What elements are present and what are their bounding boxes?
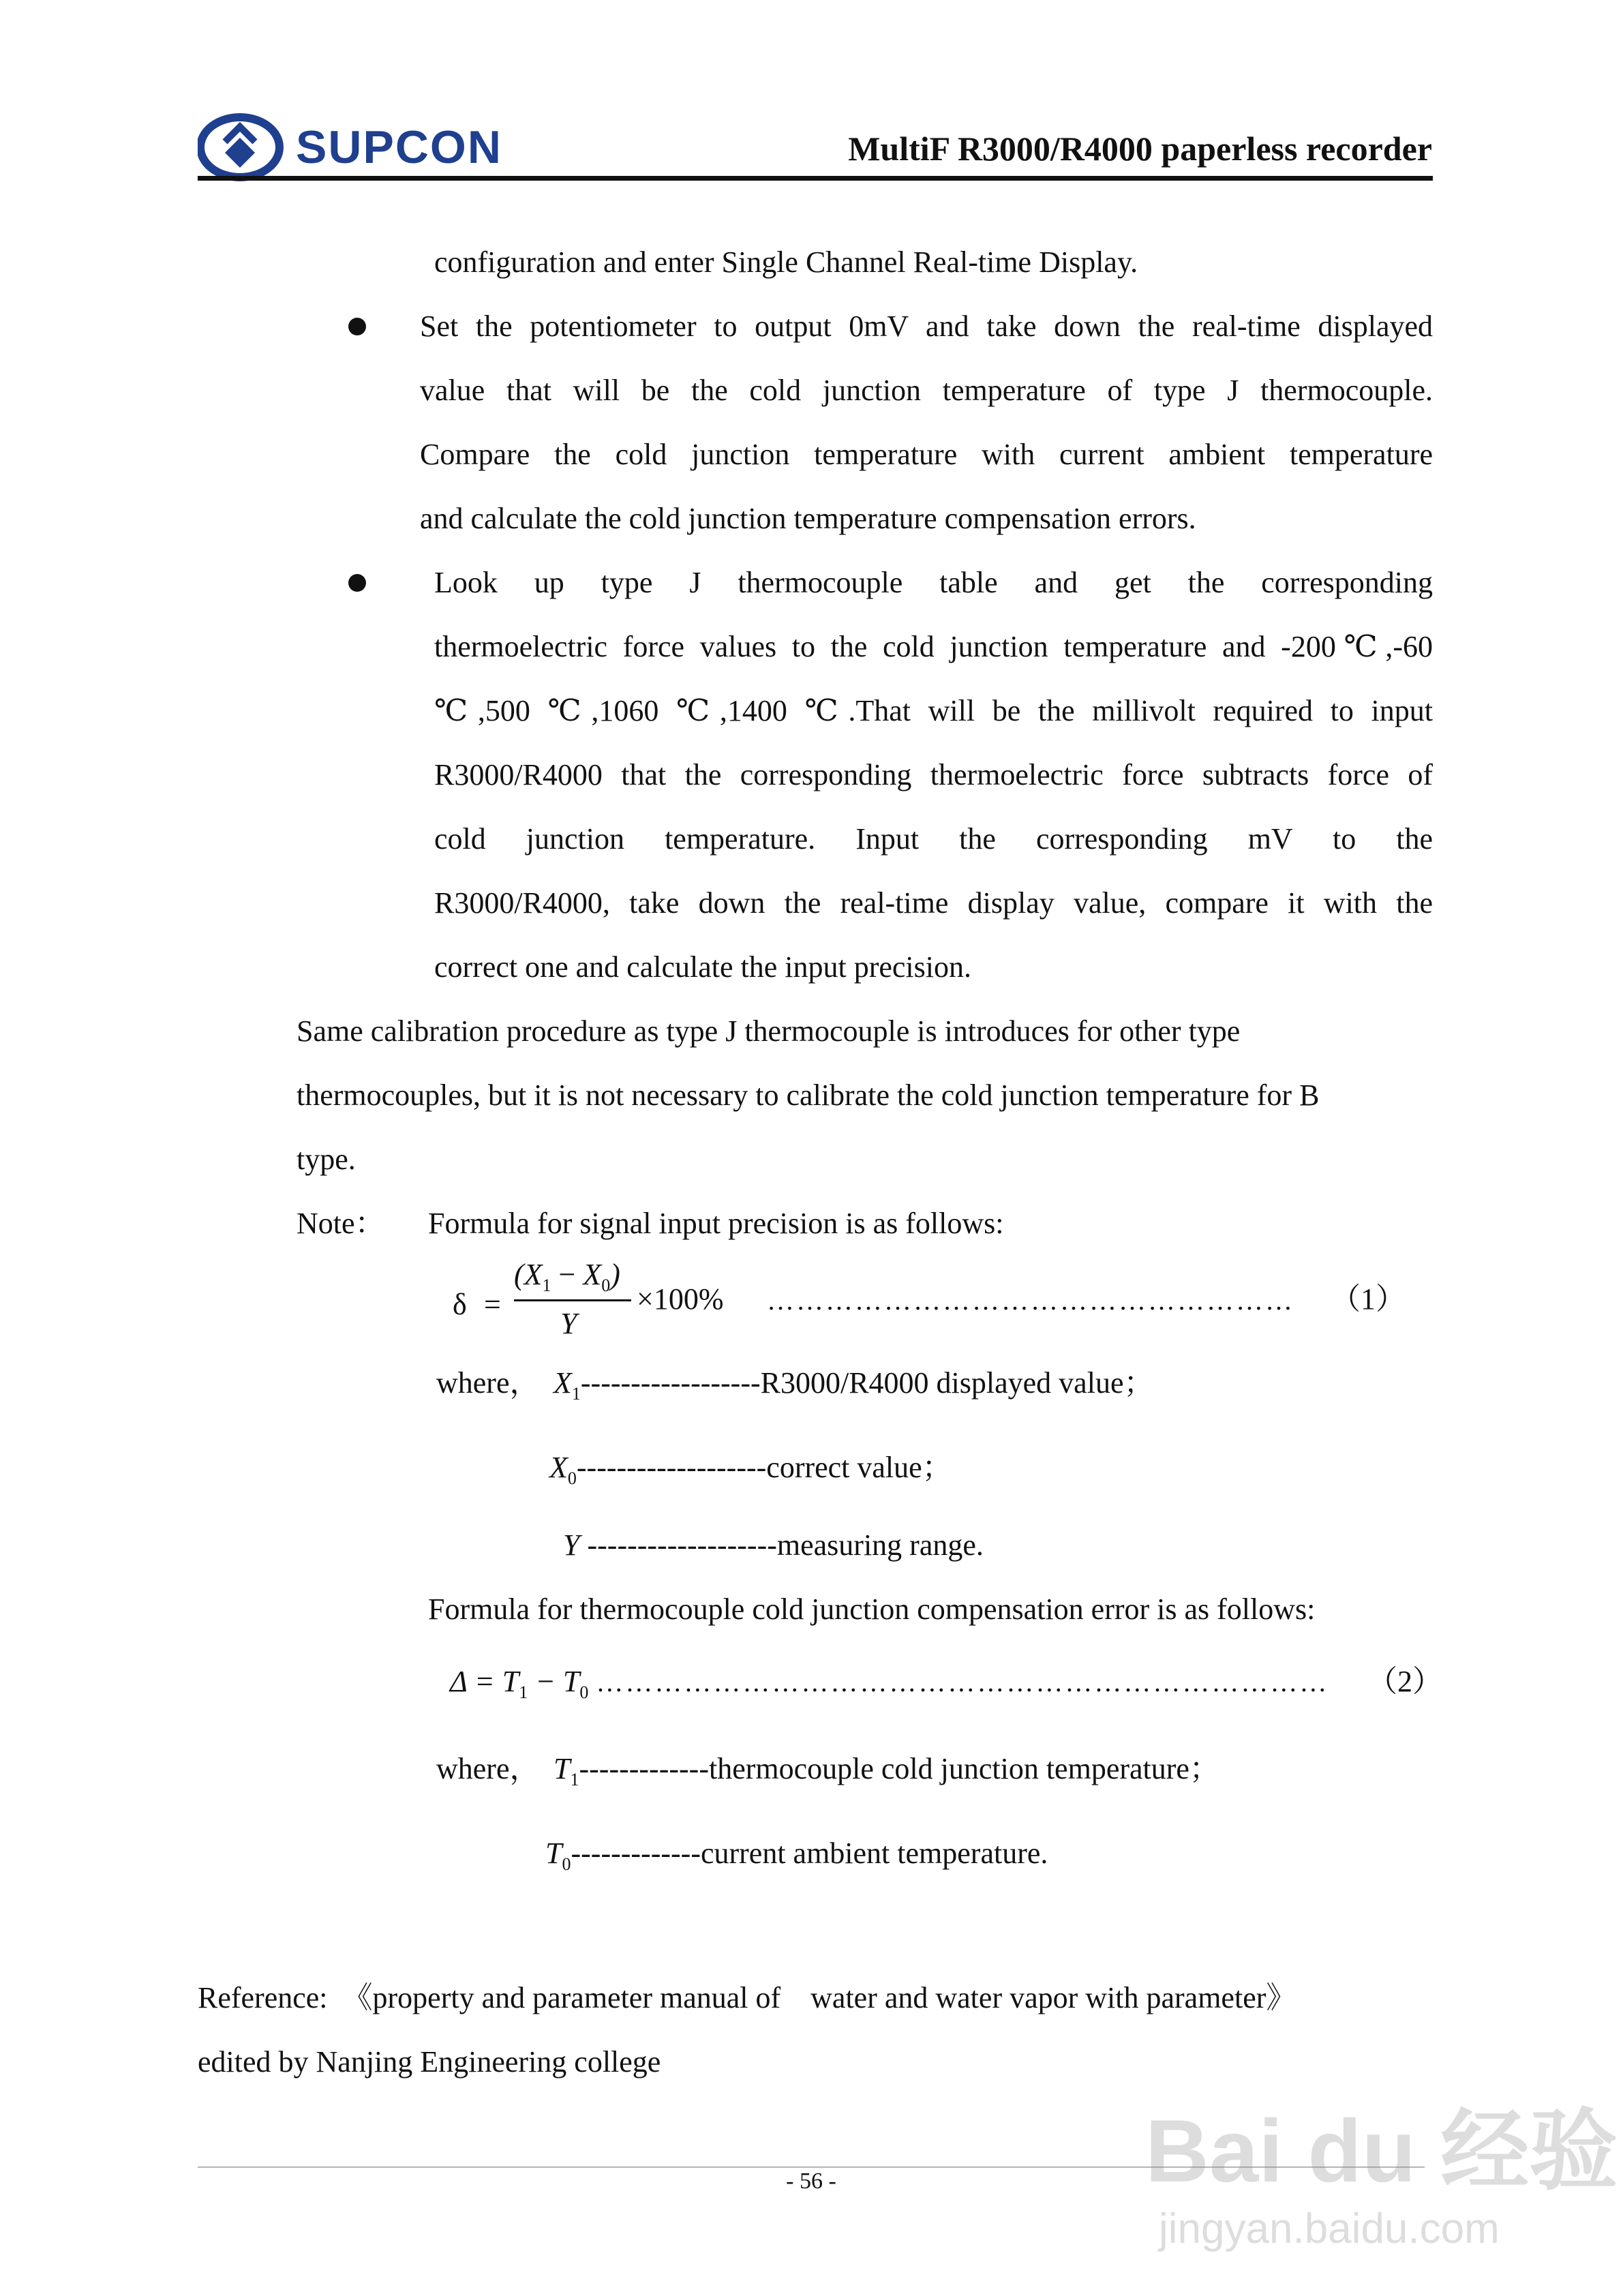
text-line: and calculate the cold junction temperature compensation errors.	[420, 502, 1196, 535]
where-label: where，	[436, 1752, 540, 1785]
equation-number: （1）	[1331, 1282, 1406, 1316]
bullet-dot	[348, 318, 366, 335]
text-line: type.	[297, 1143, 356, 1176]
text-line: Look up type J thermocouple table and get the corresponding	[434, 566, 1433, 599]
baidu-watermark	[1145, 2086, 1618, 2263]
supcon-logo-icon	[198, 113, 290, 181]
leader-dots: ………………………………………………	[767, 1285, 1294, 1316]
text-line: R3000/R4000, take down the real-time display value, compare it with the	[434, 886, 1433, 920]
definition-x0: $X_0------------------$-correct value；	[549, 1451, 952, 1488]
text-line: configuration and enter Single Channel Real-time Display.	[434, 245, 1138, 279]
definition-t1: $T_1------------$-thermocouple cold junction temperature；	[553, 1752, 1219, 1789]
definition-y: Y -------------------measuring range.	[563, 1528, 984, 1562]
fraction-numerator: $(X_1 - X_0)$	[514, 1258, 620, 1295]
formula-2: $\Delta = T_1 - T_0$ …………………………………………………………………	[450, 1665, 1329, 1702]
watermark-url: jingyan.baidu.com	[1159, 2205, 1500, 2252]
reference-line: Reference: 《property and parameter manual of water and water vapor with parameter》	[198, 1981, 1296, 2014]
fraction-denominator: Y	[560, 1307, 577, 1340]
where-label: where，	[436, 1366, 540, 1400]
header-rule	[198, 176, 1433, 181]
watermark-brand: Bai du 经验	[1145, 2101, 1618, 2201]
equals-sign: =	[484, 1288, 501, 1321]
text-line: thermocouples, but it is not necessary to calibrate the cold junction temperature for B	[297, 1078, 1320, 1112]
definition-t0: $T_0------------$-current ambient temperature.	[545, 1837, 1048, 1874]
delta-symbol: δ	[453, 1288, 467, 1321]
text-line: cold junction temperature. Input the corresponding mV to the	[434, 822, 1433, 856]
times-100-percent: ×100%	[637, 1282, 724, 1316]
definition-x1: $X_1------------------R3000/R4000$ displayed value；	[553, 1366, 1154, 1404]
page-number: - 56 -	[786, 2169, 836, 2194]
logo-text: SUPCON	[296, 121, 502, 173]
document-title: MultiF R3000/R4000 paperless recorder	[848, 130, 1432, 168]
text-line: R3000/R4000 that the corresponding thermoelectric force subtracts force of	[434, 758, 1433, 791]
supcon-logo	[198, 113, 502, 181]
formula-1	[450, 1254, 1431, 1350]
formula-2-intro: Formula for thermocouple cold junction compensation error is as follows:	[428, 1592, 1316, 1626]
text-line: thermoelectric force values to the cold junction temperature and -200℃,-60	[434, 630, 1433, 663]
text-line: correct one and calculate the input precision.	[434, 950, 971, 984]
text-line: value that will be the cold junction temperature of type J thermocouple.	[420, 374, 1433, 407]
note-text: Formula for signal input precision is as follows:	[428, 1207, 1004, 1240]
reference-line: edited by Nanjing Engineering college	[198, 2045, 661, 2079]
fraction-bar	[514, 1299, 631, 1301]
text-line: Compare the cold junction temperature with current ambient temperature	[420, 438, 1433, 471]
text-line: ℃,500 ℃,1060 ℃,1400 ℃.That will be the millivolt required to input	[434, 694, 1433, 727]
text-line: Same calibration procedure as type J thermocouple is introduces for other type	[297, 1014, 1241, 1048]
text-line: Set the potentiometer to output 0mV and take down the real-time displayed	[420, 309, 1433, 343]
note-label: Note：	[297, 1207, 385, 1240]
bullet-dot	[348, 574, 366, 592]
equation-number-2: （2）	[1367, 1665, 1442, 1698]
